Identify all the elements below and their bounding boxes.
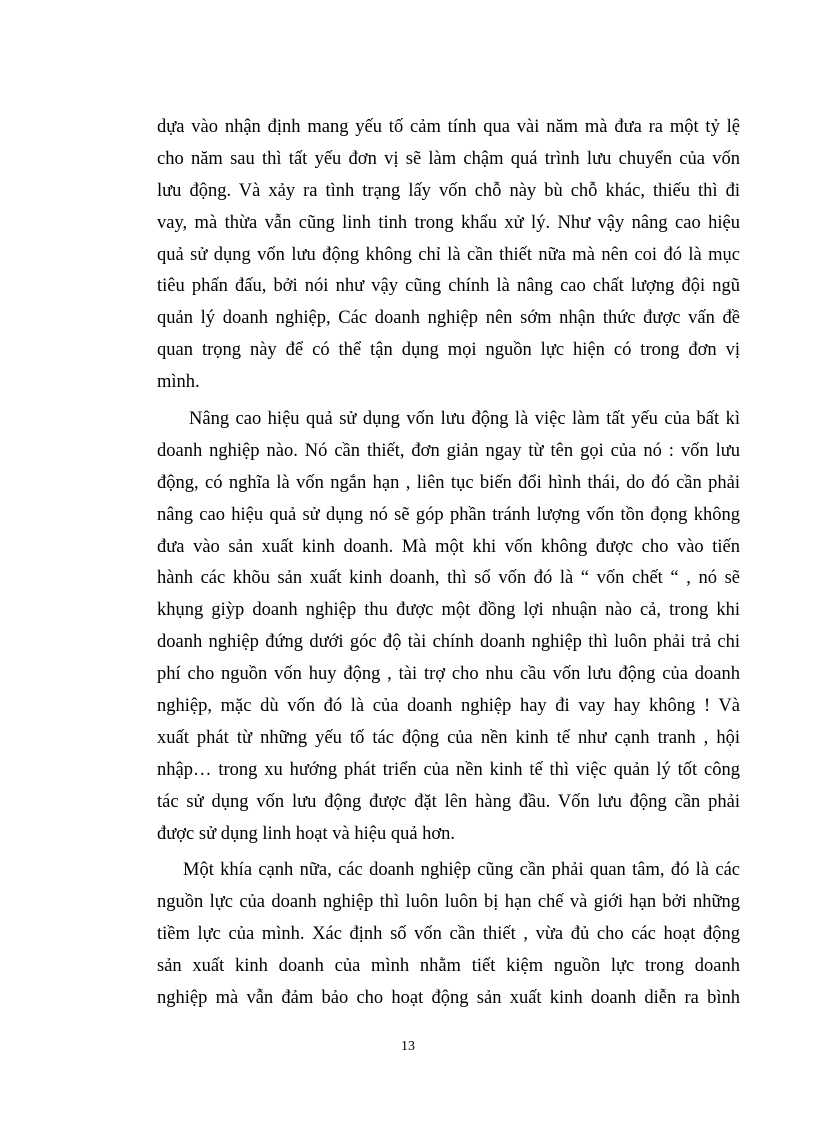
paragraph-1 <box>157 112 740 399</box>
text-line: tiêu phấn đấu, bởi nói như vậy cũng chính là nâng cao chất lượng đội ngũ <box>157 276 740 297</box>
text-line: doanh nghiệp nào. Nó cần thiết, đơn giản ngay từ tên gọi của nó : vốn lưu <box>157 440 740 461</box>
text-line: vay, mà thừa vẫn cũng linh tinh trong khẩu xử lý. Như vậy nâng cao hiệu <box>157 212 740 233</box>
text-line: sản xuất kinh doanh của mình nhằm tiết kiệm nguồn lực trong doanh <box>157 956 740 977</box>
text-line: tiềm lực của mình. Xác định số vốn cần thiết , vừa đủ cho các hoạt động <box>157 924 740 945</box>
text-line: được sử dụng linh hoạt và hiệu quả hơn. <box>157 823 456 844</box>
text-line: quả sử dụng vốn lưu động không chỉ là cần thiết nữa mà nên coi đó là mục <box>157 244 740 265</box>
page-number: 13 <box>401 1039 415 1054</box>
text-line: cho năm sau thì tất yếu đơn vị sẽ làm chậm quá trình lưu chuyển của vốn <box>157 148 740 169</box>
text-line: dựa vào nhận định mang yếu tố cảm tính qua vài năm mà đưa ra một tỷ lệ <box>157 117 740 137</box>
text-line: mình. <box>157 372 200 393</box>
text-line: quản lý doanh nghiệp, Các doanh nghiệp nên sớm nhận thức được vấn đề <box>157 308 740 329</box>
text-line: hành các khõu sản xuất kinh doanh, thì số vốn đó là “ vốn chết “ , nó sẽ <box>157 568 740 589</box>
paragraph-3 <box>157 855 740 1014</box>
text-line: Nâng cao hiệu quả sử dụng vốn lưu động là việc làm tất yếu của bất kì <box>189 409 740 430</box>
text-line: xuất phát từ những yếu tố tác động của nền kinh tế như cạnh tranh , hội <box>157 727 740 748</box>
text-line: quan trọng này để có thể tận dụng mọi nguồn lực hiện có trong đơn vị <box>157 340 740 361</box>
text-line: nghiệp mà vẫn đảm bảo cho hoạt động sản xuất kinh doanh diễn ra bình <box>157 988 740 1009</box>
text-line: tác sử dụng vốn lưu động được đặt lên hàng đầu. Vốn lưu động cần phải <box>157 791 740 812</box>
body-text <box>157 112 740 1015</box>
text-line: đưa vào sản xuất kinh doanh. Mà một khi vốn không được cho vào tiến <box>157 536 740 557</box>
text-line: nhập… trong xu hướng phát triển của nền kinh tế thì việc quản lý tốt công <box>157 759 740 780</box>
text-line: lưu động. Và xảy ra tình trạng lấy vốn chỗ này bù chỗ khác, thiếu thì đi <box>157 180 740 201</box>
text-line: nâng cao hiệu quả sử dụng nó sẽ góp phần tránh lượng vốn tồn đọng không <box>157 504 740 525</box>
text-line: động, có nghĩa là vốn ngắn hạn , liên tục biến đổi hình thái, do đó cần phải <box>157 472 740 493</box>
text-line: khụng giỳp doanh nghiệp thu được một đồng lợi nhuận nào cả, trong khi <box>157 600 740 621</box>
text-line: nguồn lực của doanh nghiệp thì luôn luôn bị hạn chế và giới hạn bởi những <box>157 892 740 913</box>
text-line: nghiệp, mặc dù vốn đó là của doanh nghiệp hay đi vay hay không ! Và <box>157 696 740 717</box>
paragraph-2 <box>157 404 740 850</box>
text-line: doanh nghiệp đứng dưới góc độ tài chính doanh nghiệp thì luôn phải trả chi <box>157 632 740 653</box>
text-line: Một khía cạnh nữa, các doanh nghiệp cũng cần phải quan tâm, đó là các <box>183 860 740 881</box>
text-line: phí cho nguồn vốn huy động , tài trợ cho nhu cầu vốn lưu động của doanh <box>157 664 740 685</box>
